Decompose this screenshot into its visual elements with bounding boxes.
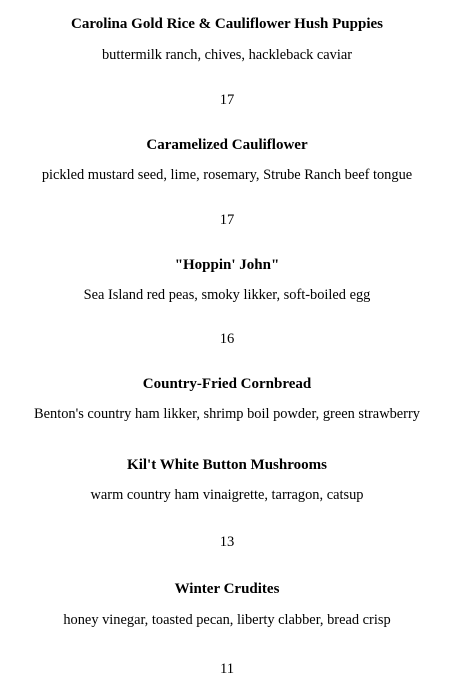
menu-item-description: Benton's country ham likker, shrimp boil powder, green strawberry <box>34 406 420 422</box>
menu-item-title: Winter Crudites <box>174 581 280 597</box>
menu-item-description: warm country ham vinaigrette, tarragon, catsup <box>90 487 364 503</box>
menu-item-title: Kil't White Button Mushrooms <box>127 457 327 473</box>
menu-item-price: 16 <box>219 331 235 347</box>
menu-item-title: "Hoppin' John" <box>174 257 280 273</box>
menu-item-description: pickled mustard seed, lime, rosemary, Strube Ranch beef tongue <box>41 167 413 183</box>
menu-item-price: 17 <box>219 92 235 108</box>
menu-item-price: 17 <box>219 212 235 228</box>
menu-item-title: Country-Fried Cornbread <box>142 376 312 392</box>
menu-item-title: Caramelized Cauliflower <box>146 137 308 153</box>
menu-item-price: 13 <box>219 534 235 550</box>
menu-item-description: Sea Island red peas, smoky likker, soft-boiled egg <box>83 287 371 303</box>
menu-item-price: 11 <box>219 661 235 677</box>
menu-item-description: buttermilk ranch, chives, hackleback caviar <box>101 47 353 63</box>
menu-item-title: Carolina Gold Rice & Cauliflower Hush Puppies <box>71 16 383 32</box>
menu-item-description: honey vinegar, toasted pecan, liberty clabber, bread crisp <box>63 612 391 628</box>
